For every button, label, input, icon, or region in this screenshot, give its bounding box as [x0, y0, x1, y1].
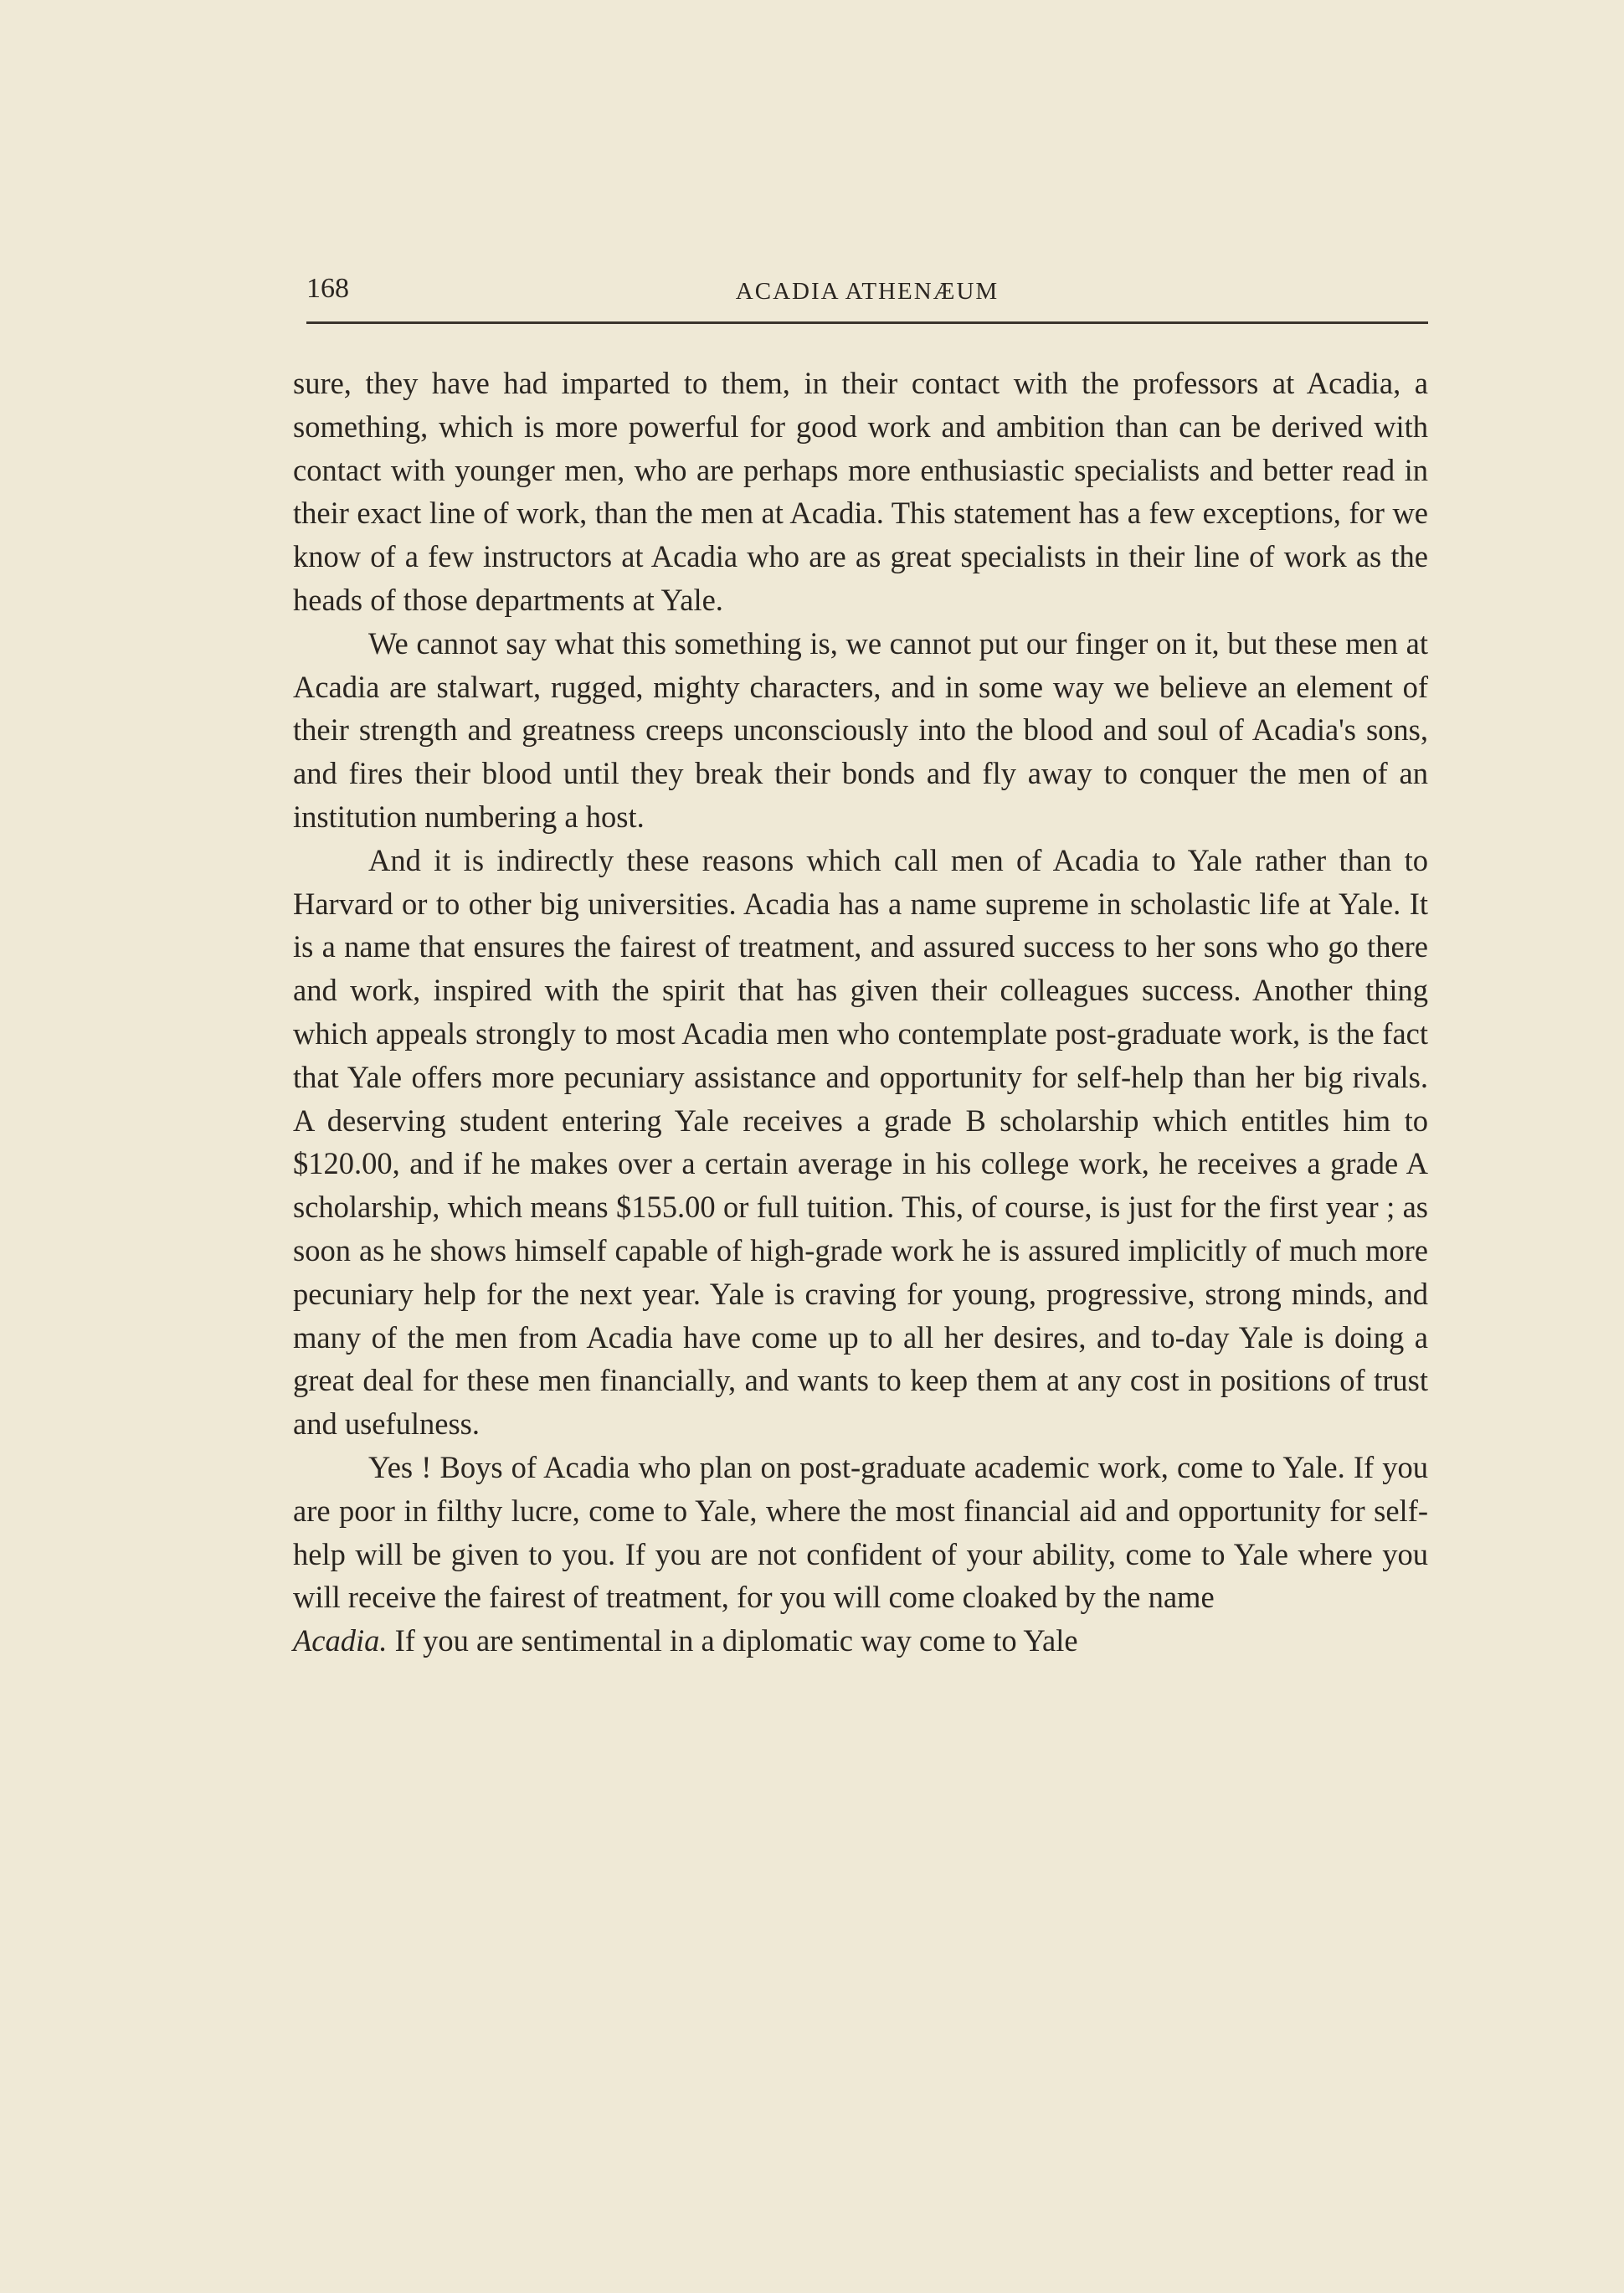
- running-title: ACADIA ATHENÆUM: [735, 278, 1000, 305]
- paragraph-final: [293, 1446, 1428, 1663]
- paragraph-continued: sure, they have had imparted to them, in their contact with the professors at Acadia, a something, which is more powerful for good work and ambition than can be derived with contact with younger men, who are perhaps more enthusiastic specialists and better read in their exact line of work, than the men at Acadia. This statement has a few exceptions, for we know of a few instructors at Acadia who are as great specialists in their line of work as the heads of those departments at Yale.: [293, 366, 1428, 617]
- header-rule: [306, 321, 1428, 324]
- page-number: 168: [306, 273, 349, 304]
- paragraph: We cannot say what this something is, we cannot put our finger on it, but these men at Acadia are stalwart, rugged, mighty characters, and in some way we believe an element of their strength and greatness creeps unconsciously into the blood and soul of Acadia's sons, and fires their blood until they break their bonds and fly away to conquer the men of an institution numbering a host.: [293, 625, 1428, 834]
- italic-name: Acadia.: [293, 1623, 388, 1658]
- article-body: [293, 362, 1428, 1663]
- paragraph-text-end: If you are sentimental in a diplomatic way come to Yale: [394, 1623, 1078, 1658]
- paragraph-text: Yes ! Boys of Acadia who plan on post-graduate academic work, come to Yale. If you are poor in filthy lucre, come to Yale, where the most financial aid and opportunity for self-help will be given to you. If you are not confident of your ability, come to Yale where you will receive the fairest of treatment, for you will come cloaked by the name: [293, 1449, 1428, 1615]
- paragraph: And it is indirectly these reasons which call men of Acadia to Yale rather than to Harvard or to other big universities. Acadia has a name supreme in scholastic life at Yale. It is a name that ensures the fairest of treatment, and assured success to her sons who go there and work, inspired with the spirit that has given their colleagues success. Another thing which appeals strongly to most Acadia men who contemplate post-graduate work, is the fact that Yale offers more pecuniary assistance and opportunity for self-help than her big rivals. A deserving student entering Yale receives a grade B scholarship which entitles him to $120.00, and if he makes over a certain average in his college work, he receives a grade A scholarship, which means $155.00 or full tuition. This, of course, is just for the first year ; as soon as he shows himself capable of high-grade work he is assured implicitly of much more pecuniary help for the next year. Yale is craving for young, progressive, strong minds, and many of the men from Acadia have come up to all her desires, and to-day Yale is doing a great deal for these men financially, and wants to keep them at any cost in positions of trust and usefulness.: [293, 842, 1428, 1442]
- page-header: [306, 273, 1428, 323]
